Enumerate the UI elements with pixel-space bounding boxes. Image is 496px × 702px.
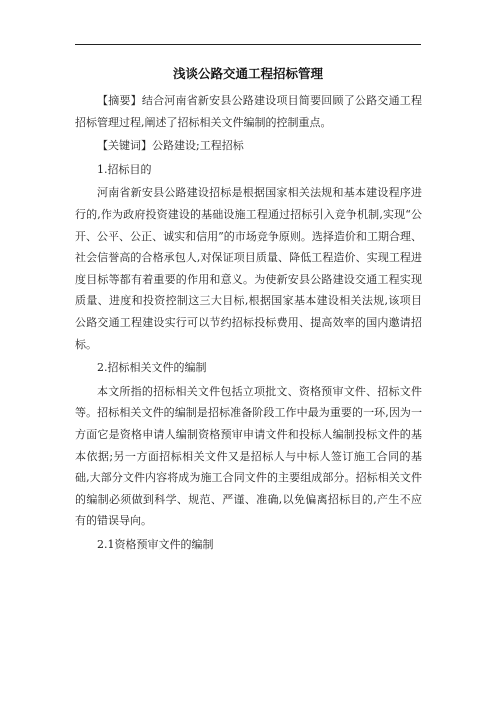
section-1-paragraph: 河南省新安县公路建设招标是根据国家相关法规和基本建设程序进行的,作为政府投资建设的基础设施工程通过招标引入竞争机制,实现“公开、公平、公正、诚实和信用”的市场竞争原则。选择造价和工期合理、社会信誉高的合格承包人,对保证项目质量、降低工程造价、实现工程进度目标等都有着重要的作用和意义。为使新安县公路建设交通工程实现质量、进度和投资控制这三大目标,根据国家基本建设相关法规,该项目公路交通工程建设实行可以节约招标投标费用、提高效率的国内邀请招标。 (75, 186, 422, 351)
section-2-paragraph: 本文所指的招标相关文件包括立项批文、资格预审文件、招标文件等。招标相关文件的编制是招标准备阶段工作中最为重要的一环,因为一方面它是资格申请人编制资格预审申请文件和投标人编制投标文件的基本依据;另一方面招标相关文件又是招标人与中标人签订施工合同的基础,大部分文件内容将成为施工合同文件的主要组成部分。招标相关文件的编制必须做到科学、规范、严谨、准确,以免偏离招标目的,产生不应有的错误导向。 (75, 384, 422, 528)
section-2-1-heading: 2.1资格预审文件的编制 (97, 537, 214, 551)
abstract-paragraph: 【摘要】结合河南省新安县公路建设项目简要回顾了公路交通工程招标管理过程,阐述了招标相关文件编制的控制重点。 (75, 94, 422, 129)
header-rule (75, 44, 421, 45)
document-body (75, 90, 422, 557)
document-title: 浅谈公路交通工程招标管理 (172, 66, 323, 81)
section-1-heading: 1.招标目的 (97, 162, 152, 176)
section-2-heading: 2.招标相关文件的编制 (97, 361, 207, 375)
keywords-paragraph: 【关键词】公路建设;工程招标 (97, 139, 244, 153)
